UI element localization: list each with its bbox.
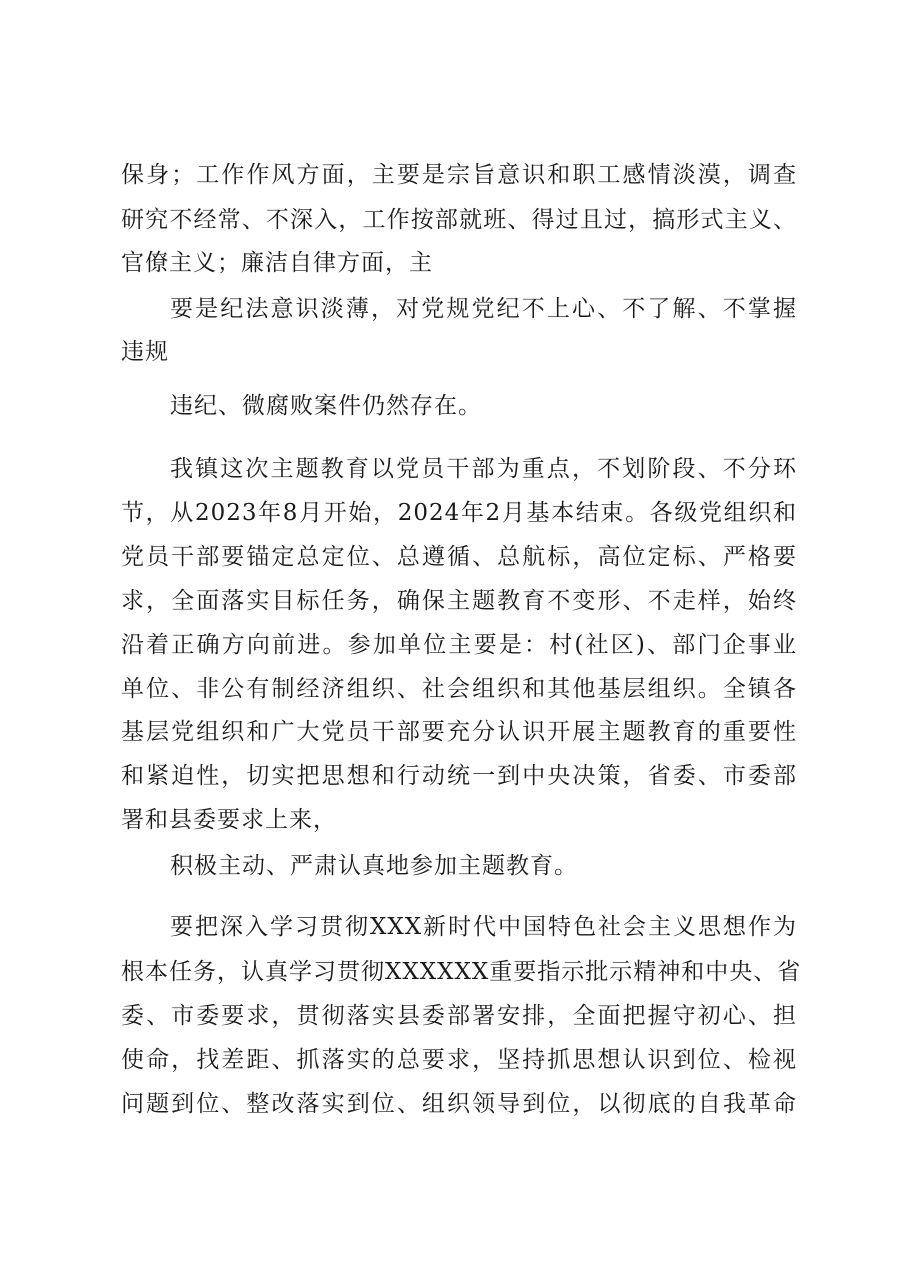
text-line: 研究不经常、不深入，工作按部就班、得过且过，搞形式主义、 — [121, 207, 797, 233]
text-line: 积极主动、严肃认真地参加主题教育。 — [170, 853, 578, 879]
text-line: 党员干部要锚定总定位、总遵循、总航标，高位定标、严格要 — [121, 544, 797, 570]
text-line: 沿着正确方向前进。参加单位主要是：村(社区)、部门企事业 — [121, 632, 797, 658]
text-line: 官僚主义；廉洁自律方面，主 — [121, 250, 433, 276]
text-line: 基层党组织和广大党员干部要充分认识开展主题教育的重要性 — [121, 719, 797, 745]
text-line: 要把深入学习贯彻XXX新时代中国特色社会主义思想作为 — [170, 914, 797, 940]
text-line: 根本任务，认真学习贯彻XXXXXX重要指示批示精神和中央、省 — [121, 959, 802, 985]
text-line: 单位、非公有制经济组织、社会组织和其他基层组织。全镇各 — [121, 676, 797, 702]
text-line: 求，全面落实目标任务，确保主题教育不变形、不走样，始终 — [121, 588, 797, 614]
text-line: 使命，找差距、抓落实的总要求，坚持抓思想认识到位、检视 — [121, 1047, 797, 1073]
text-line: 违规 — [121, 339, 169, 365]
text-line: 要是纪法意识淡薄，对党规党纪不上心、不了解、不掌握 — [170, 296, 797, 322]
text-line: 我镇这次主题教育以党员干部为重点，不划阶段、不分环 — [170, 456, 797, 482]
text-line: 和紧迫性，切实把思想和行动统一到中央决策，省委、市委部 — [121, 763, 797, 789]
text-line: 署和县委要求上来， — [121, 807, 337, 833]
text-line: 节，从2023年8月开始，2024年2月基本结束。各级党组织和 — [121, 500, 797, 526]
text-line: 问题到位、整改落实到位、组织领导到位，以彻底的自我革命 — [121, 1091, 797, 1117]
text-line: 保身；工作作风方面，主要是宗旨意识和职工感情淡漠，调查 — [121, 162, 797, 188]
text-line: 违纪、微腐败案件仍然存在。 — [170, 393, 482, 419]
text-line: 委、市委要求，贯彻落实县委部署安排，全面把握守初心、担 — [121, 1003, 797, 1029]
